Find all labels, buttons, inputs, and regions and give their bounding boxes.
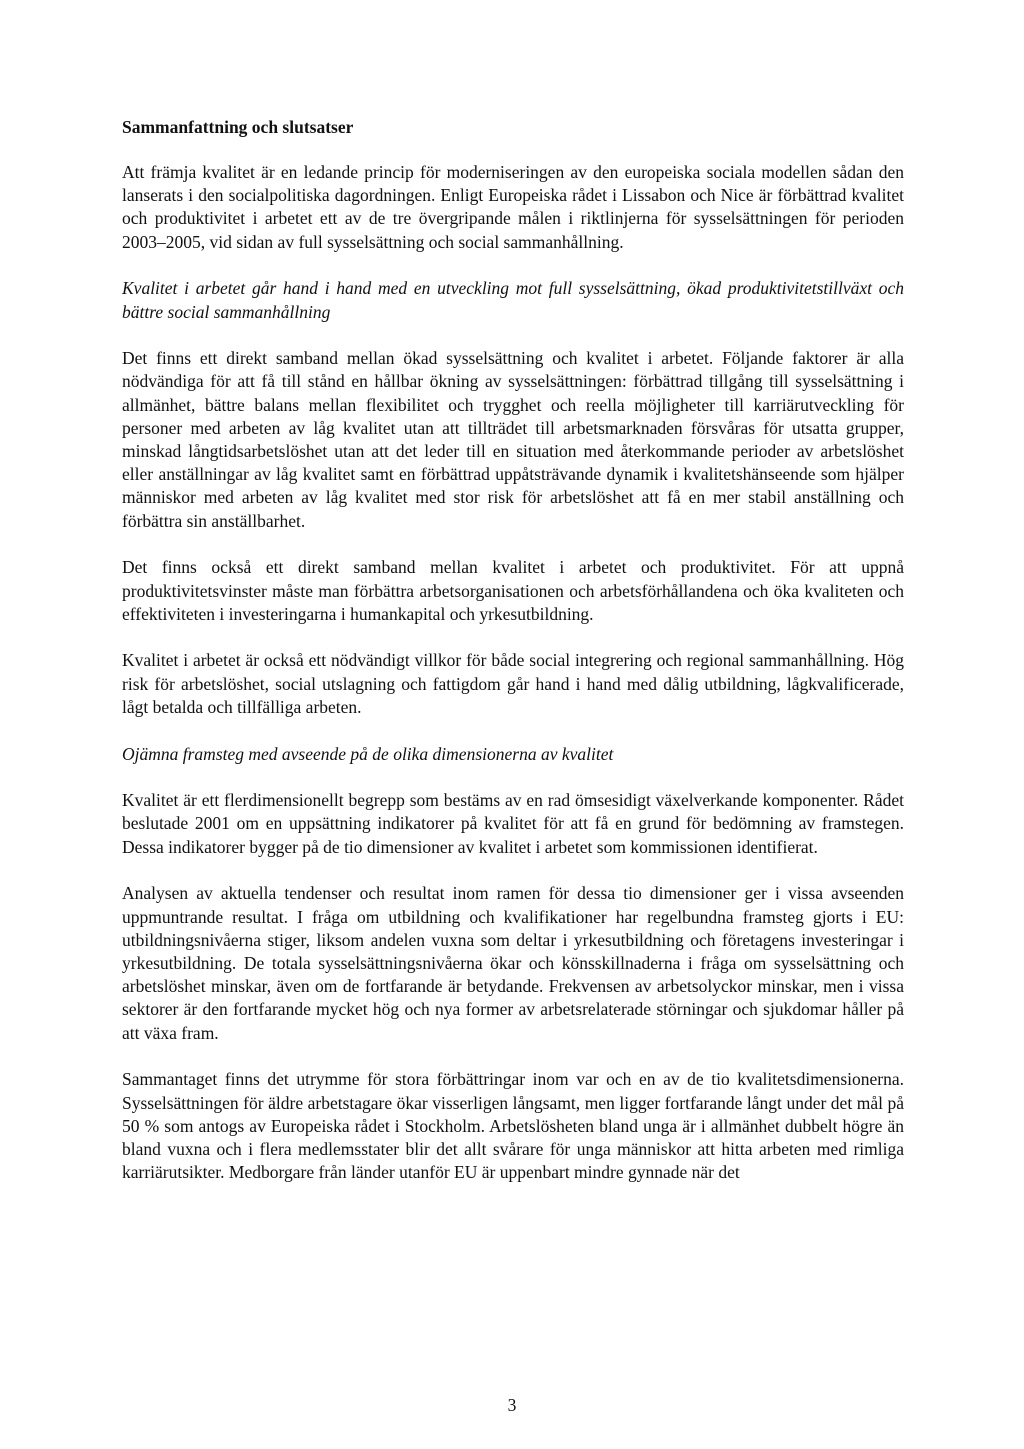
paragraph-dimensions: Kvalitet är ett flerdimensionellt begrepp som bestäms av en rad ömsesidigt växelverkande komponenter. Rådet beslutade 2001 om en uppsättning indikatorer på kvalitet för att få en grund för bedömning av framstegen. Dessa indikatorer bygger på de tio dimensioner av kvalitet i arbetet som kommissionen identifierat. xyxy=(122,790,904,857)
paragraph-analysis: Analysen av aktuella tendenser och resultat inom ramen för dessa tio dimensioner ger i vissa avseenden uppmuntrande resultat. I fråga om utbildning och kvalifikationer har regelbundna framsteg gjorts i EU: utbildningsnivåerna stiger, liksom andelen vuxna som deltar i yrkesutbildning och företagens investeringar i yrkesutbildning. De totala sysselsättningsnivåerna ökar och könsskillnaderna i fråga om sysselsättning och arbetslöshet minskar, även om de fortfarande är betydande. Frekvensen av arbetsolyckor minskar, men i vissa sektorer är den fortfarande mycket hög och nya former av arbetsrelaterade störningar och sjukdomar håller på att växa fram. xyxy=(122,883,904,1043)
paragraph-intro: Att främja kvalitet är en ledande princip för moderniseringen av den europeiska sociala modellen sådan den lanserats i den socialpolitiska dagordningen. Enligt Europeiska rådet i Lissabon och Nice är förbättrad kvalitet och produktivitet i arbetet ett av de tre övergripande målen i riktlinjerna för sysselsättningen för perioden 2003–2005, vid sidan av full sysselsättning och social sammanhållning. xyxy=(122,162,904,252)
paragraph-summary: Sammantaget finns det utrymme för stora förbättringar inom var och en av de tio kvalitetsdimensionerna. Sysselsättningen för äldre arbetstagare ökar visserligen långsamt, men ligger fortfarande långt under det mål på 50 % som antogs av Europeiska rådet i Stockholm. Arbetslösheten bland unga är i allmänhet dubbelt högre än bland vuxna och i flera medlemsstater blir det allt svårare för unga människor att hitta arbeten med rimliga karriärutsikter. Medborgare från länder utanför EU är uppenbart mindre gynnade när det xyxy=(122,1069,904,1183)
document-body xyxy=(122,116,904,1184)
page-number: 3 xyxy=(507,1395,517,1415)
section-heading: Sammanfattning och slutsatser xyxy=(122,117,354,137)
paragraph-cohesion: Kvalitet i arbetet är också ett nödvändigt villkor för både social integrering och regional sammanhållning. Hög risk för arbetslöshet, social utslagning och fattigdom går hand i hand med dålig utbildning, lågkvalificerade, lågt betalda och tillfälliga arbeten. xyxy=(122,650,904,717)
italic-subheading-1: Kvalitet i arbetet går hand i hand med en utveckling mot full sysselsättning, ökad produktivitetstillväxt och bättre social sammanhållning xyxy=(122,278,904,322)
paragraph-productivity: Det finns också ett direkt samband mellan kvalitet i arbetet och produktivitet. För att uppnå produktivitetsvinster måste man förbättra arbetsorganisationen och arbetsförhållandena och öka kvaliteten och effektiviteten i investeringarna i humankapital och yrkesutbildning. xyxy=(122,557,904,624)
italic-subheading-2: Ojämna framsteg med avseende på de olika dimensionerna av kvalitet xyxy=(122,743,614,764)
paragraph-employment: Det finns ett direkt samband mellan ökad sysselsättning och kvalitet i arbetet. Följande faktorer är alla nödvändiga för att få till stånd en hållbar ökning av sysselsättningen: förbättrad tillgång till sysselsättning i allmänhet, bättre balans mellan flexibilitet och trygghet och reella möjligheter till karriärutveckling för personer med arbeten av låg kvalitet utan att tillträdet till arbetsmarknaden försvåras för utsatta grupper, minskad långtidsarbetslöshet utan att det leder till en situation med återkommande perioder av arbetslöshet eller anställningar av låg kvalitet samt en förbättrad uppåtsträvande dynamik i kvalitetshänseende som hjälper människor med arbeten av låg kvalitet med stor risk för arbetslöshet att få en mer stabil anställning och förbättra sin anställbarhet. xyxy=(122,348,904,531)
